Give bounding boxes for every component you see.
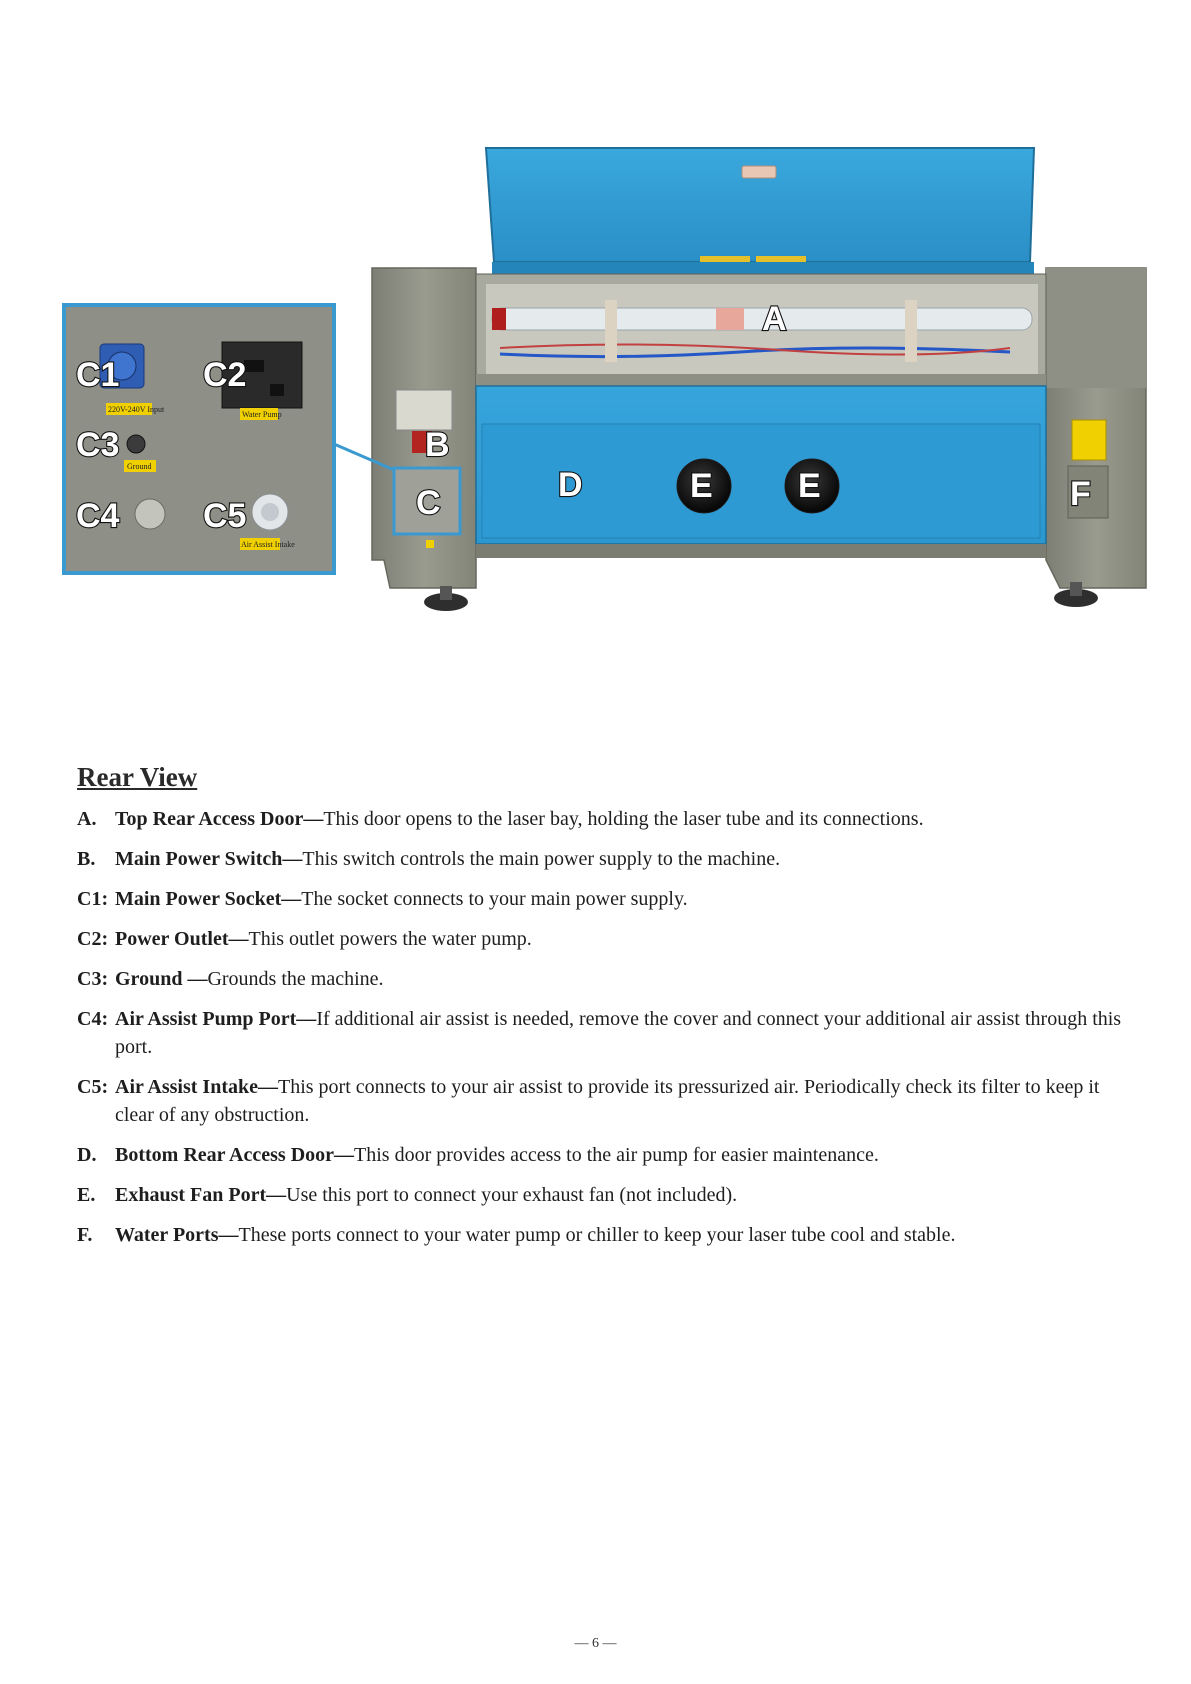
item-description: This port connects to your air assist to provide its pressurized air. Periodically check its filter to keep it clear of any obstruction. (115, 1076, 1100, 1126)
item-term: Air Assist Pump Port— (115, 1008, 317, 1030)
callout-c2: C2 (203, 356, 247, 394)
callout-c: C (416, 484, 441, 522)
item-term: Bottom Rear Access Door— (115, 1144, 355, 1166)
callout-e: E (798, 467, 821, 505)
item-marker: E. (77, 1184, 96, 1206)
item-term: Exhaust Fan Port— (115, 1184, 287, 1206)
list-item (77, 885, 1122, 913)
item-description: This outlet powers the water pump. (248, 928, 532, 950)
item-term: Air Assist Intake— (115, 1076, 278, 1098)
item-description: The socket connects to your main power supply. (301, 888, 688, 910)
item-description: These ports connect to your water pump or chiller to keep your laser tube cool and stable. (238, 1224, 956, 1246)
list-item (77, 1005, 1122, 1061)
callout-a: A (762, 300, 787, 338)
item-marker: C4: (77, 1008, 109, 1030)
item-term: Ground — (115, 968, 208, 990)
callout-e: E (690, 467, 713, 505)
caution-label (1072, 420, 1106, 460)
spec-label (396, 390, 452, 430)
item-description: This switch controls the main power supply to the machine. (302, 848, 781, 870)
item-description: This door provides access to the air pump for easier maintenance. (354, 1144, 879, 1166)
item-marker: C5: (77, 1076, 109, 1098)
inset-label-c2: Water Pump (242, 410, 282, 419)
callout-c1: C1 (76, 356, 120, 394)
page-number: — 6 — (574, 1636, 617, 1651)
callout-d: D (558, 466, 583, 504)
item-term: Top Rear Access Door— (115, 808, 324, 830)
item-term: Main Power Socket— (115, 888, 302, 910)
item-term: Water Ports— (115, 1224, 239, 1246)
item-description: Use this port to connect your exhaust fan (not included). (286, 1184, 738, 1206)
callout-c4: C4 (76, 497, 120, 535)
list-item (77, 1073, 1122, 1129)
item-marker: C3: (77, 968, 109, 990)
item-description: Grounds the machine. (207, 968, 384, 990)
item-description: This door opens to the laser bay, holding the laser tube and its connections. (323, 808, 924, 830)
item-term: Power Outlet— (115, 928, 249, 950)
list-item (77, 1181, 1122, 1209)
air-assist-pump-port (135, 499, 165, 529)
item-marker: D. (77, 1144, 97, 1166)
warning-sticker (756, 256, 806, 262)
list-item (77, 925, 1122, 953)
laser-machine (372, 148, 1146, 611)
ground-terminal (127, 435, 145, 453)
top-rear-access-door (486, 148, 1034, 262)
callout-b: B (425, 426, 450, 464)
item-marker: C1: (77, 888, 109, 910)
list-item (77, 965, 1122, 993)
callout-c5: C5 (203, 497, 247, 535)
list-item (77, 805, 1122, 833)
item-marker: C2: (77, 928, 109, 950)
component-list (77, 805, 1122, 1261)
item-marker: F. (77, 1224, 93, 1246)
inset-label-c3: Ground (127, 462, 152, 471)
item-term: Main Power Switch— (115, 848, 303, 870)
inset-label-c5: Air Assist Intake (241, 540, 295, 549)
list-item (77, 845, 1122, 873)
item-marker: A. (77, 808, 97, 830)
warning-sticker (700, 256, 750, 262)
inset-label-c1: 220V-240V Input (108, 405, 165, 414)
list-item (77, 1221, 1122, 1249)
section-title: Rear View (77, 762, 198, 792)
callout-c3: C3 (76, 426, 120, 464)
item-marker: B. (77, 848, 96, 870)
lid-handle (742, 166, 776, 178)
rear-view-figure (0, 0, 1191, 650)
list-item (77, 1141, 1122, 1169)
item-description: If additional air assist is needed, remove the cover and connect your additional air assist through this port. (115, 1008, 1122, 1058)
callout-f: F (1070, 475, 1091, 513)
